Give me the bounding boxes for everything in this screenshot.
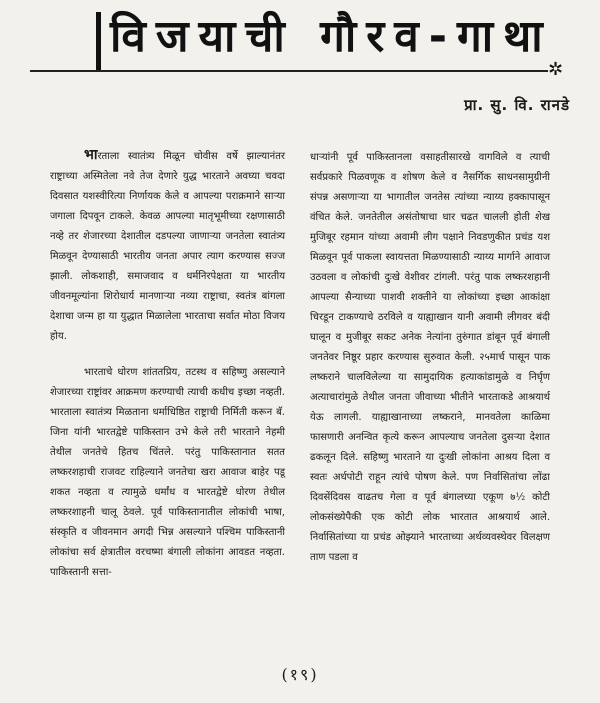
paragraph: भारताचे धोरण शांततप्रिय, तटस्थ व सहिष्णु असल्याने शेजारच्या राष्ट्रांवर आक्रमण करण्याची त्याची कधीच इच्छा नव्हती. भारताला स्वातंत्र्य मिळताना धर्माधिष्ठित राष्ट्राची निर्मिती करून बॅ. जिना यांनी भारतद्वेष्टे पाकिस्तान उभे केले तरी भारताने नेहमी तेथील जनतेचे हितच चिंतले. परंतु पाकिस्तानात सतत लष्करशहाची राजवट राहिल्याने जनतेचा खरा आवाज बाहेर पडू शकत नव्हता व त्यामुळे धर्मांध व भारतद्वेष्टे धोरण तेथील लष्करशाहनी चालू ठेवले. पूर्व पाकिस्तानातील लोकांची भाषा, संस्कृति व जीवनमान अगदी भिन्न असल्याने पश्चिम पाकिस्तानी लोकांचा सर्व क्षेत्रातील वरचष्मा बंगाली लोकांना आवडत नव्हता. पाकिस्तानी सत्ता- [50, 367, 285, 578]
title-rule [30, 70, 548, 72]
paragraph: धाऱ्यांनी पूर्व पाकिस्तानला वसाहतीसारखे वागविले व त्याची सर्वप्रकारे पिळवणूक व शोषण केले व नैसर्गिक साधनसामुग्रीनी संपन्न असणाऱ्या या भागातील जनतेस त्यांच्या न्याय्य हक्कापासून वंचित केले. जनतेतील असंतोषाचा धार चढत चालली होती शेख मुजिबूर रहमान यांच्या अवामी लीग पक्षाने निवडणुकीत प्रचंड यश मिळवून पूर्व पाकला स्वायत्तता मिळण्यासाठी न्याय्य मार्गाने आवाज उठवला व लोकांची दुःखे वेशीवर टांगली. परंतु पाक लष्करशहानी आपल्या सैन्याच्या पाशवी शक्तीने या लोकांच्या इच्छा आकांक्षा चिरडून टाकण्याचे ठरविले व याह्याखान यानी अवामी लीगवर बंदी घालून व मुजीबूर सकट अनेक नेत्यांना तुरुंगात डांबून पूर्व बंगाली जनतेवर निष्ठूर प्रहार करण्यास सुरुवात केली. २५मार्च पासून पाक लष्कराने चालविलेल्या या सामुदायिक हत्याकांडामुळे व निर्घृण अत्याचारांमुळे तेथील जनता जीवाच्या भीतीने भारताकडे आश्रयार्थ येऊ लागली. याह्याखानाच्या लष्कराने, मानवतेला काळिमा फासणारी अनन्वित कृत्ये करून आपल्याच जनतेला दुसऱ्या देशात ढकलून दिले. सहिष्णु भारताने या दुःखी लोकांना आश्रय दिला व स्वतः अर्धपोटी राहून त्यांचे पोषण केले. पण निर्वासितांचा लोंढा दिवसेंदिवस वाढतच गेला व पूर्व बंगालच्या एकूण ७½ कोटी लोकसंख्येपैकी एक कोटी लोक भारतात आश्रयार्थ आले. निर्वासितांच्या या प्रचंड ओझ्याने भारताच्या अर्थव्यवस्थेवर विलक्षण ताण पडला व [310, 152, 550, 563]
article-column-right [310, 148, 550, 568]
title-decorative-bar [96, 12, 101, 72]
page-number: (१९) [281, 665, 319, 684]
drop-cap: भा [84, 147, 98, 163]
article-column-left [50, 145, 285, 583]
paragraph-gap [50, 347, 285, 363]
paragraph [50, 145, 285, 347]
paragraph-text: रताला स्वातंत्र्य मिळून चोवीस वर्षे झाल्यानंतर राष्ट्राच्या अस्मितेला नवे तेज देणारे युद्ध भारताने अवघ्या चवदा दिवसात यशस्वीरित्या निर्णायक केले व आपल्या पराक्रमाने साऱ्या जगाला दिपवून टाकले. केवळ आपल्या मातृभूमीच्या रक्षणासाठी नव्हे तर शेजारच्या देशातील दडपल्या जाणाऱ्या जनतेला स्वातंत्र्य मिळवून देण्यासाठी भारतीय जनता अपार त्याग करण्यास सज्ज झाली. लोकशाही, समाजवाद व धर्मनिरपेक्षता या भारतीय जीवनमूल्यांना शिरोधार्य मानणाऱ्या नव्या राष्ट्राचा, स्वतंत्र बांगला देशाचा जन्म हा या युद्धात मिळालेला भारताचा सर्वात मोठा विजय होय. [50, 151, 285, 342]
ornament-icon: ✲ [548, 59, 564, 80]
article-title: विजयाची गौरव-गाथा [110, 11, 553, 62]
author-name: प्रा. सु. वि. रानडे [464, 96, 570, 114]
